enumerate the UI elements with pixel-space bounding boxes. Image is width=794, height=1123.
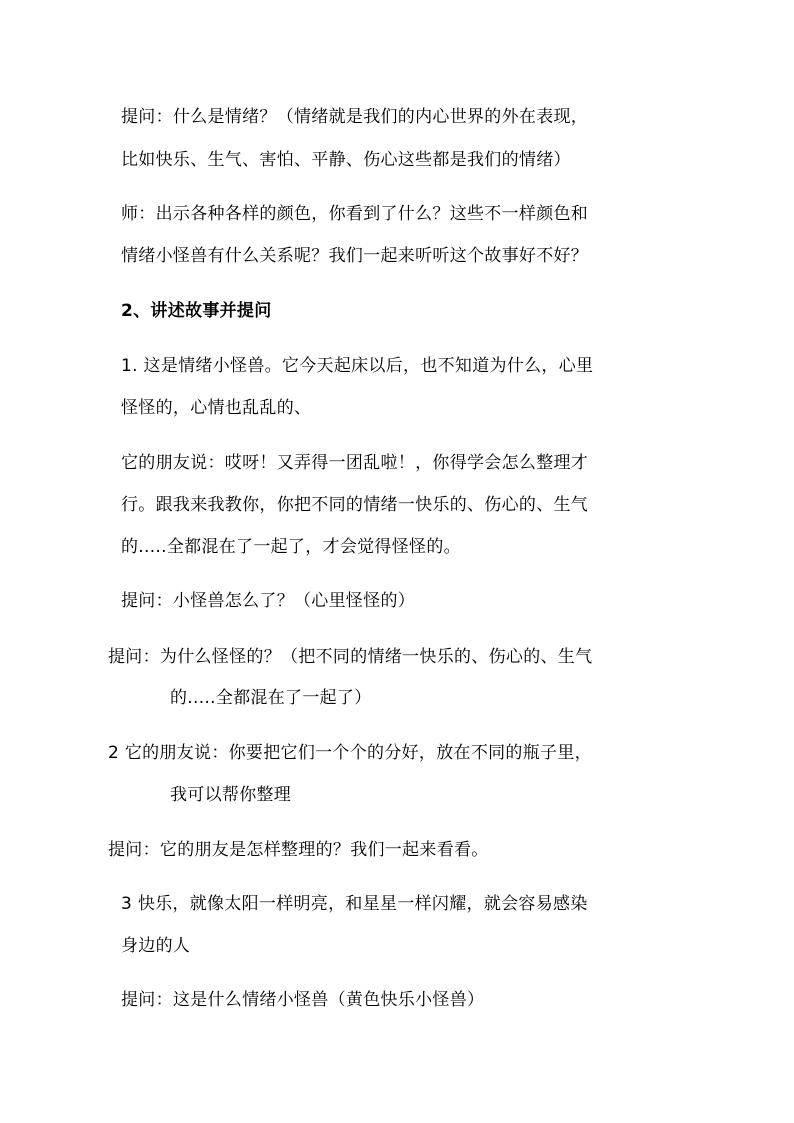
- story-part1-line2: 怪怪的，心情也乱乱的、: [121, 398, 312, 418]
- question-why-weird-line2: 的.....全都混在了一起了）: [170, 688, 372, 708]
- story-part3-line1: 3 快乐，就像太阳一样明亮，和星星一样闪耀，就会容易感染: [121, 894, 588, 914]
- story-part2-line1: 2 它的朋友说：你要把它们一个个的分好，放在不同的瓶子里，: [108, 743, 592, 763]
- question-which-monster-line: 提问：这是什么情绪小怪兽（黄色快乐小怪兽）: [121, 990, 485, 1010]
- question-what-is-emotion-line2: 比如快乐、生气、害怕、平静、伤心这些都是我们的情绪）: [121, 150, 571, 170]
- question-why-weird-line1: 提问：为什么怪怪的？（把不同的情绪一快乐的、伤心的、生气: [108, 647, 593, 667]
- story-part3-line2: 身边的人: [121, 936, 191, 956]
- teacher-colors-line1: 师：出示各种各样的颜色，你看到了什么？这些不一样颜色和: [121, 204, 589, 224]
- question-monster-line: 提问：小怪兽怎么了？（心里怪怪的）: [121, 591, 416, 611]
- story-part2-line2: 我可以帮你整理: [170, 785, 292, 805]
- teacher-colors-line2: 情绪小怪兽有什么关系呢？我们一起来听听这个故事好不好？: [121, 246, 589, 266]
- section-heading-story: 2、讲述故事并提问: [121, 301, 272, 321]
- question-what-is-emotion-line1: 提问：什么是情绪？（情绪就是我们的内心世界的外在表现，: [121, 107, 589, 127]
- question-how-organize-line: 提问：它的朋友是怎样整理的？我们一起来看看。: [108, 840, 489, 860]
- friend-says-line2: 行。跟我来我教你，你把不同的情绪一快乐的、伤心的、生气: [121, 495, 589, 515]
- story-part1-line1: 1. 这是情绪小怪兽。它今天起床以后，也不知道为什么，心里: [121, 356, 594, 376]
- friend-says-line3: 的.....全都混在了一起了，才会觉得怪怪的。: [121, 537, 461, 557]
- friend-says-line1: 它的朋友说：哎呀！又弄得一团乱啦！，你得学会怎么整理才: [121, 453, 589, 473]
